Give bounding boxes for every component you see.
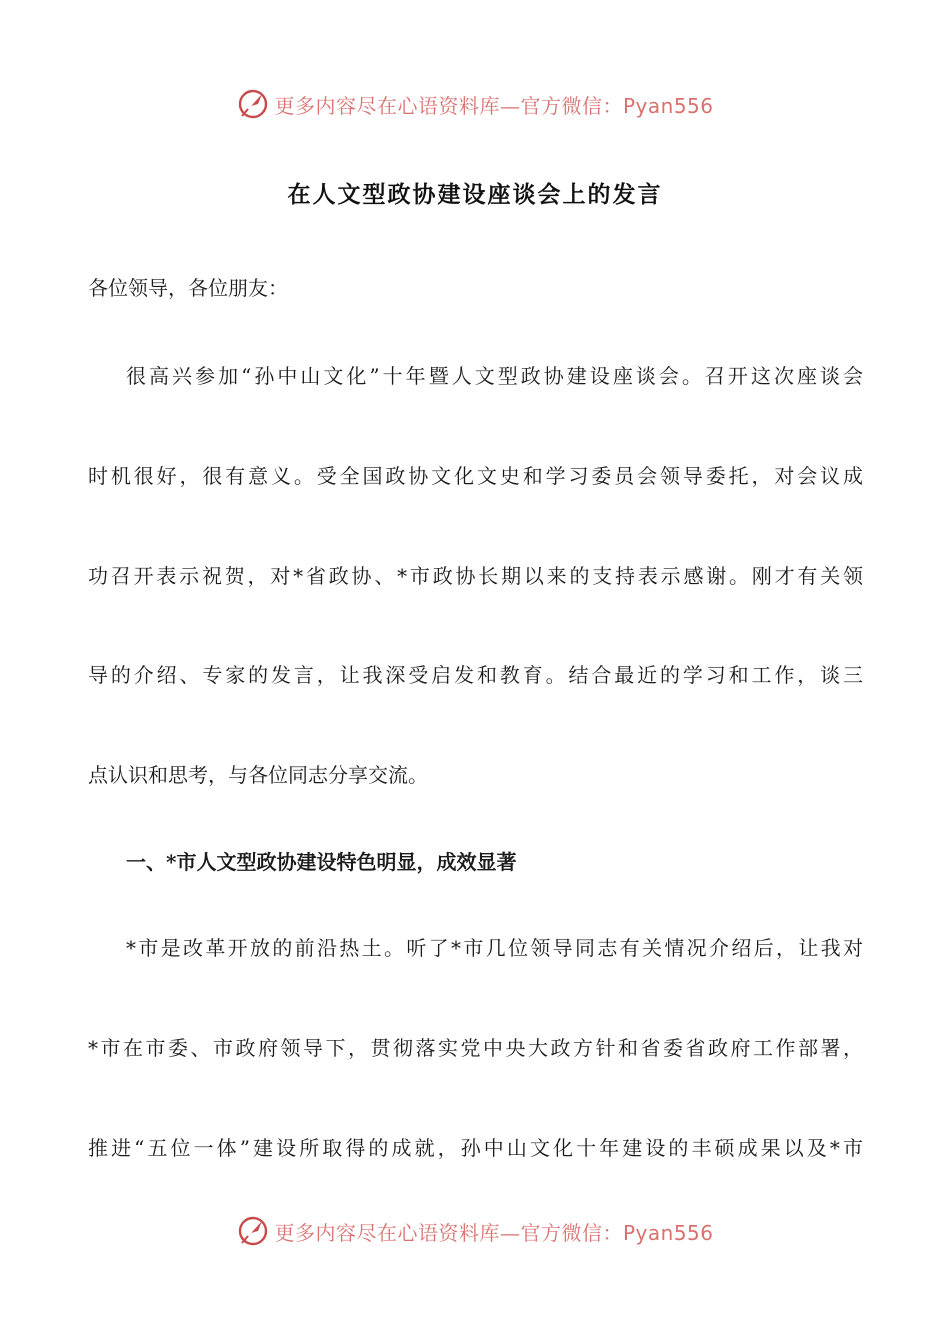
footer-banner <box>0 1211 950 1251</box>
document-title: 在人文型政协建设座谈会上的发言 <box>287 181 663 208</box>
paragraph-line: *市在市委、市政府领导下，贯彻落实党中央大政方针和省委省政府工作部署， <box>88 1036 863 1060</box>
paragraph-line: 点认识和思考，与各位同志分享交流。 <box>88 763 428 787</box>
paragraph-line: 很高兴参加“孙中山文化”十年暨人文型政协建设座谈会。召开这次座谈会 <box>126 364 863 388</box>
salutation: 各位领导，各位朋友： <box>88 276 288 300</box>
paragraph-line: 功召开表示祝贺，对*省政协、*市政协长期以来的支持表示感谢。刚才有关领 <box>88 564 863 588</box>
banner-text: 更多内容尽在心语资料库—官方微信：Pyan556 <box>274 1220 714 1245</box>
wechat-id: Pyan556 <box>622 93 714 118</box>
wechat-id: Pyan556 <box>622 1220 714 1245</box>
quill-logo-icon <box>236 87 270 121</box>
header-banner <box>0 84 950 124</box>
paragraph-line: *市是改革开放的前沿热土。听了*市几位领导同志有关情况介绍后，让我对 <box>126 936 863 960</box>
paragraph-line: 推进“五位一体”建设所取得的成就，孙中山文化十年建设的丰硕成果以及*市 <box>88 1136 863 1160</box>
section-heading: 一、*市人文型政协建设特色明显，成效显著 <box>126 850 517 874</box>
quill-logo-icon <box>236 1214 270 1248</box>
paragraph-line: 导的介绍、专家的发言，让我深受启发和教育。结合最近的学习和工作，谈三 <box>88 663 863 687</box>
banner-text: 更多内容尽在心语资料库—官方微信：Pyan556 <box>274 93 714 118</box>
paragraph-line: 时机很好，很有意义。受全国政协文化文史和学习委员会领导委托，对会议成 <box>88 464 863 488</box>
